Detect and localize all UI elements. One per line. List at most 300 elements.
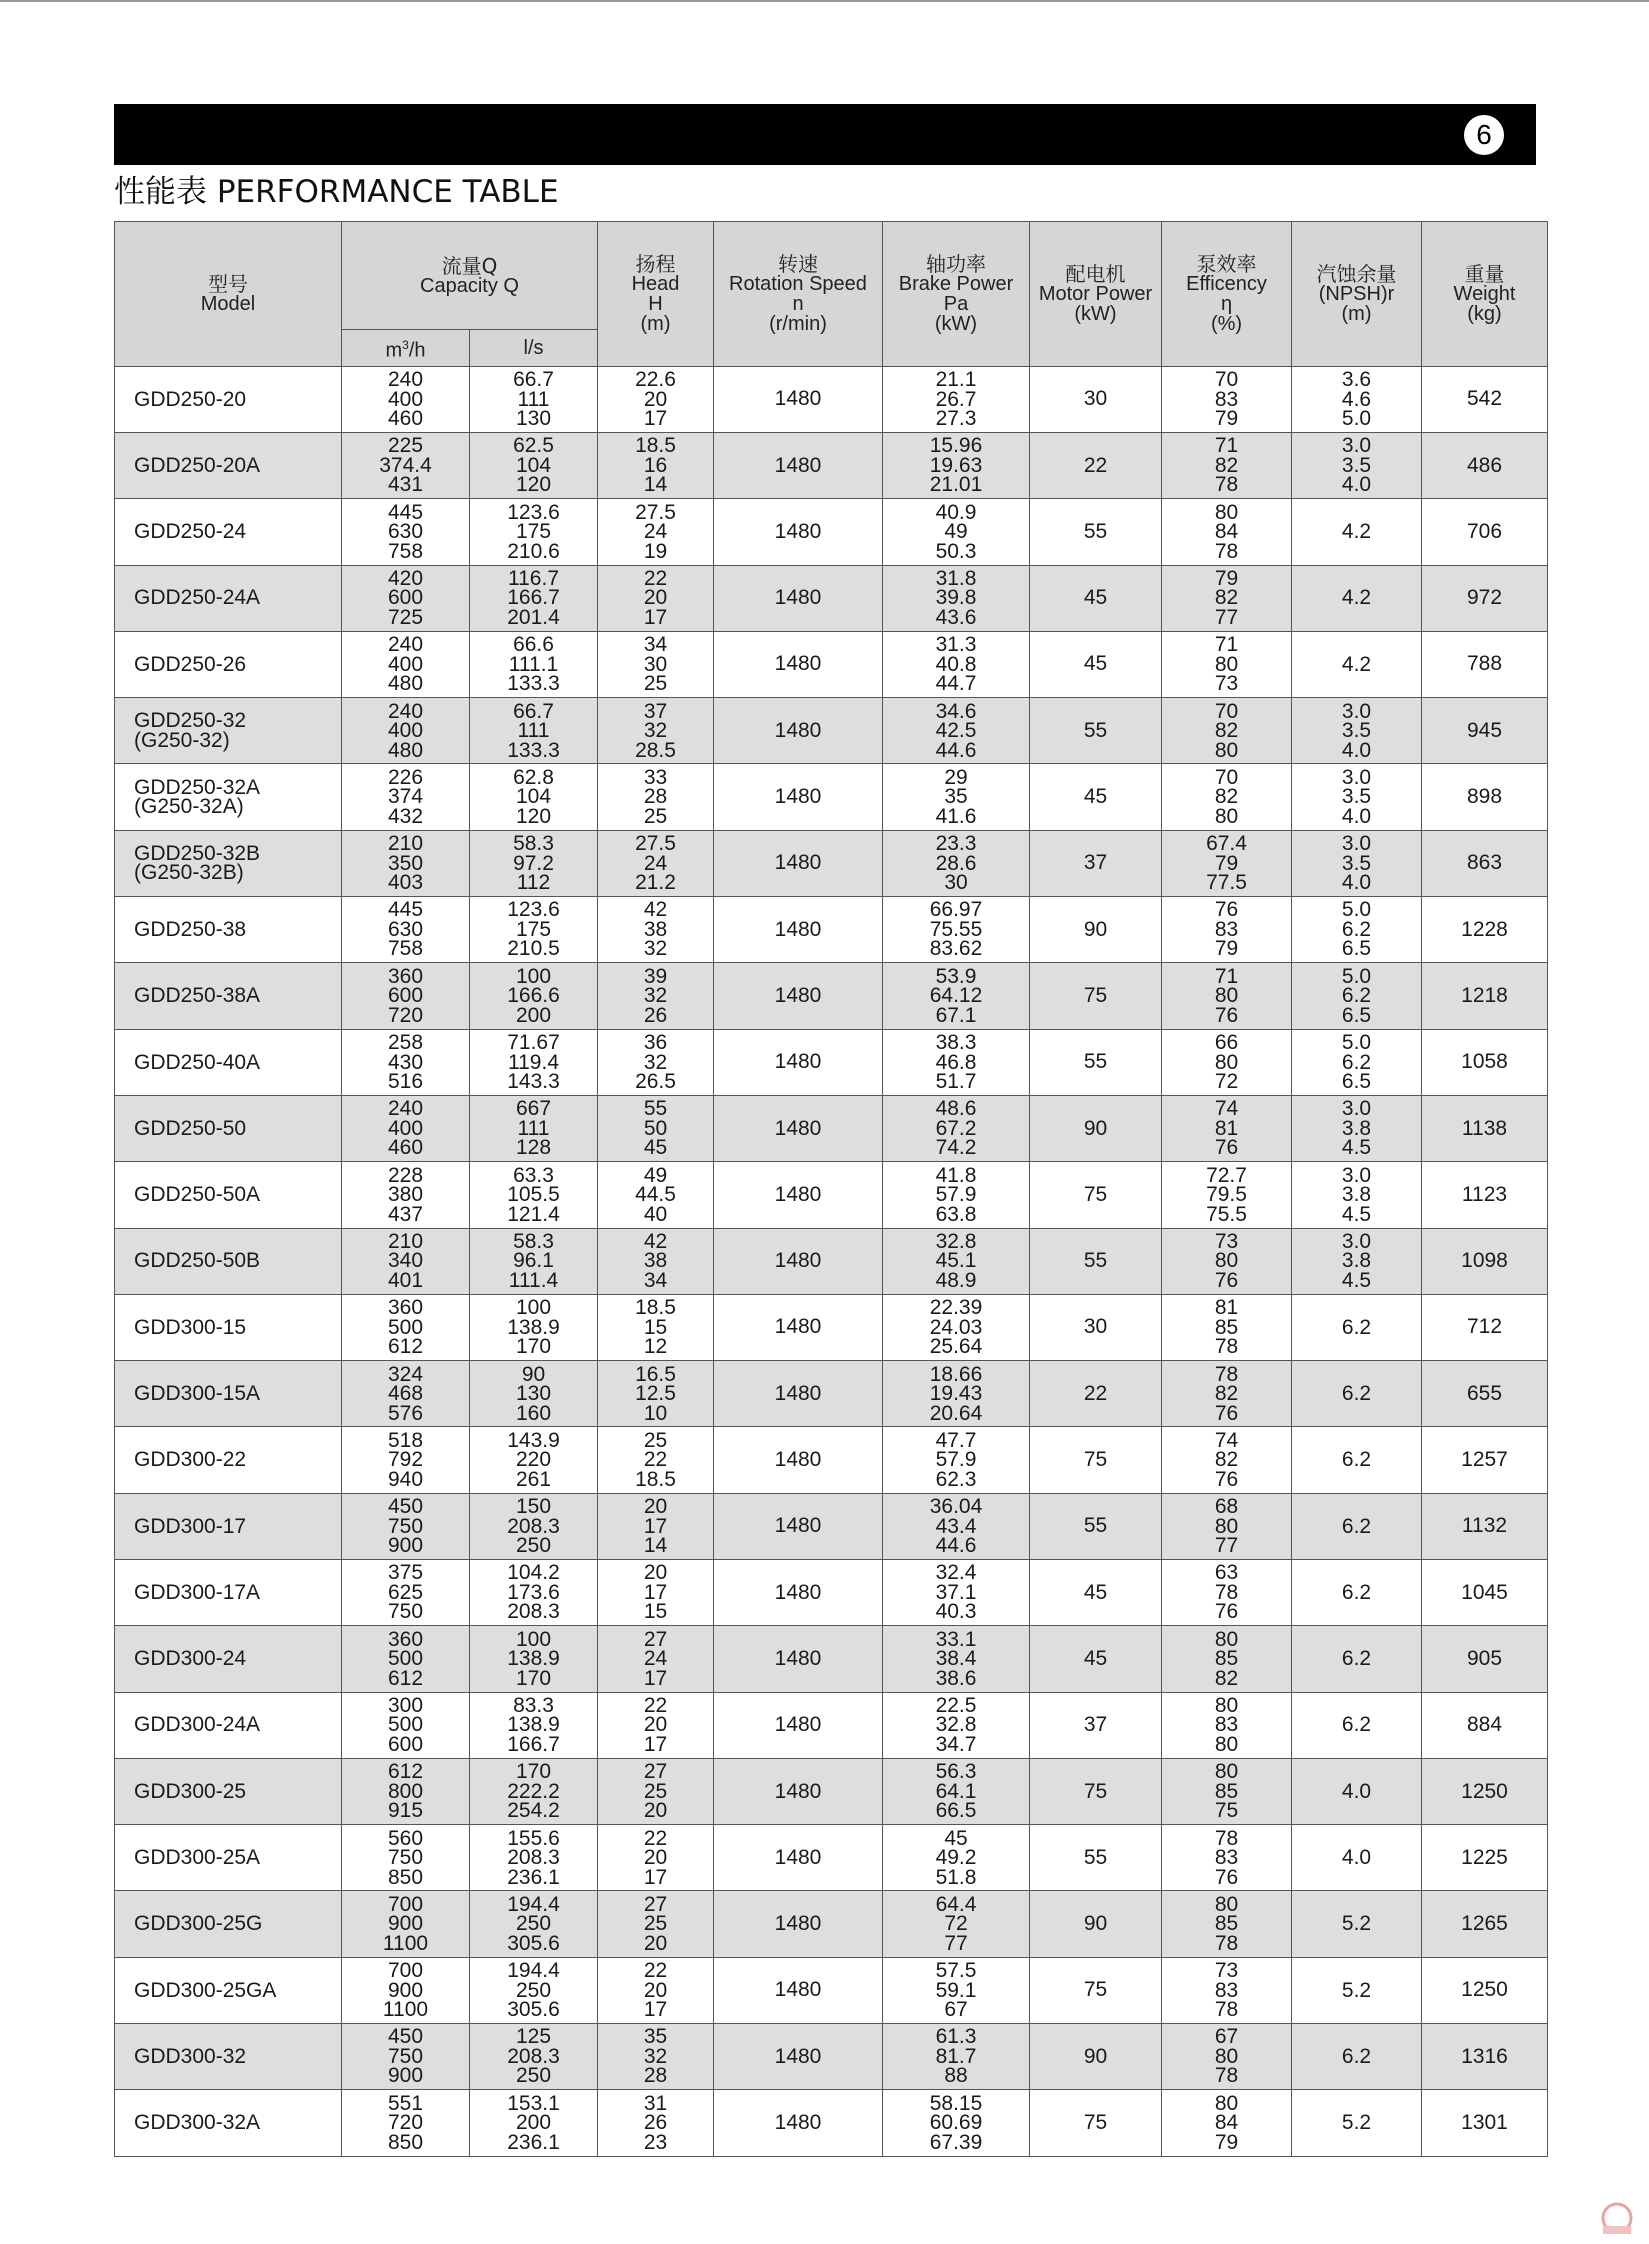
cell-capacity-m3h-value: 228 [387, 1163, 424, 1187]
cell-motor-power: 37 [1030, 830, 1162, 896]
cell-capacity-m3h [342, 698, 470, 764]
cell-capacity-m3h [342, 830, 470, 896]
cell-head-value: 10 [643, 1401, 668, 1425]
cell-efficiency-value: 80 [1214, 1627, 1239, 1651]
cell-capacity-m3h-value: 600 [387, 1732, 424, 1756]
cell-weight: 1138 [1422, 1095, 1548, 1161]
cell-head-value: 17 [643, 1732, 668, 1756]
cell-capacity-m3h-value: 1100 [382, 1998, 429, 2022]
cell-capacity-ls-value: 133.3 [507, 672, 560, 696]
cell-motor-power: 45 [1030, 631, 1162, 697]
cell-npsh-value: 4.5 [1341, 1202, 1372, 1226]
cell-rotation-speed: 1480 [714, 764, 883, 830]
cell-brake-power-value: 64.12 [929, 984, 983, 1008]
cell-capacity-ls [470, 432, 598, 498]
cell-brake-power [883, 1692, 1030, 1758]
cell-motor-power: 30 [1030, 366, 1162, 432]
cell-head [598, 764, 714, 830]
cell-brake-power-value: 42.5 [935, 719, 977, 743]
cell-brake-power-value: 28.6 [935, 851, 977, 875]
cell-capacity-m3h-value: 401 [387, 1268, 424, 1292]
cell-head-value: 25 [643, 1912, 668, 1936]
cell-npsh [1292, 2024, 1422, 2090]
cell-brake-power [883, 830, 1030, 896]
cell-efficiency-value: 77.5 [1206, 871, 1247, 895]
cell-capacity-m3h-value: 612 [387, 1335, 424, 1359]
cell-model-value: GDD250-24A [134, 586, 261, 610]
cell-capacity-ls [470, 499, 598, 565]
cell-brake-power-value: 26.7 [935, 387, 977, 411]
cell-capacity-m3h-value: 560 [387, 1826, 424, 1850]
cell-brake-power-value: 44.6 [935, 738, 977, 762]
cell-capacity-ls [470, 565, 598, 631]
cell-capacity-m3h [342, 1294, 470, 1360]
cell-efficiency-value: 76 [1214, 1467, 1239, 1491]
cell-weight: 863 [1422, 830, 1548, 896]
cell-brake-power-value: 88 [944, 2064, 968, 2088]
cell-efficiency [1162, 432, 1292, 498]
cell-model [115, 1228, 342, 1294]
cell-capacity-m3h [342, 1692, 470, 1758]
cell-head [598, 565, 714, 631]
cell-efficiency-value: 78 [1214, 1998, 1239, 2022]
cell-head-value: 20 [643, 1978, 668, 2002]
cell-capacity-m3h-value: 432 [387, 804, 424, 828]
cell-head-value: 28 [643, 785, 668, 809]
cell-capacity-m3h-value: 324 [387, 1362, 424, 1386]
cell-rotation-speed: 1480 [714, 897, 883, 963]
cell-capacity-ls [470, 366, 598, 432]
section-title: 性能表 PERFORMANCE TABLE [114, 174, 559, 210]
cell-capacity-ls [470, 1493, 598, 1559]
cell-brake-power-value: 50.3 [935, 539, 977, 563]
cell-brake-power-value: 29 [944, 765, 968, 789]
cell-npsh [1292, 1493, 1422, 1559]
cell-npsh-value: 3.5 [1341, 785, 1372, 809]
cell-efficiency-value: 67.4 [1206, 832, 1247, 856]
cell-model-value: GDD300-15 [134, 1315, 247, 1339]
cell-capacity-ls-value: 143.3 [507, 1070, 560, 1094]
cell-brake-power [883, 432, 1030, 498]
cell-motor-power: 55 [1030, 1029, 1162, 1095]
cell-capacity-m3h-value: 350 [387, 851, 424, 875]
cell-capacity-ls-value: 201.4 [507, 605, 560, 629]
cell-head-value: 24 [643, 1647, 668, 1671]
cell-capacity-m3h-value: 612 [387, 1666, 424, 1690]
cell-model [115, 1758, 342, 1824]
cell-efficiency [1162, 1162, 1292, 1228]
cell-motor-power: 90 [1030, 897, 1162, 963]
cell-capacity-m3h-value: 750 [387, 1600, 424, 1624]
cell-efficiency-value: 70 [1214, 368, 1239, 392]
cell-brake-power-value: 20.64 [929, 1401, 983, 1425]
cell-npsh-value: 6.2 [1341, 1050, 1372, 1074]
table-row [115, 963, 1548, 1029]
cell-capacity-m3h-value: 725 [387, 605, 424, 629]
cell-efficiency [1162, 1361, 1292, 1427]
cell-head [598, 1560, 714, 1626]
cell-brake-power-value: 64.4 [935, 1892, 977, 1916]
cell-model-value: GDD300-22 [134, 1448, 247, 1472]
cell-motor-power: 55 [1030, 1493, 1162, 1559]
cell-head-value: 17 [643, 1580, 668, 1604]
cell-efficiency [1162, 565, 1292, 631]
cell-model [115, 1493, 342, 1559]
cell-capacity-ls-value: 250 [515, 2064, 552, 2088]
cell-efficiency-value: 76 [1214, 1865, 1239, 1889]
cell-efficiency-value: 80 [1214, 500, 1239, 524]
cell-efficiency-value: 76 [1214, 1136, 1239, 1160]
cell-brake-power-value: 40.8 [935, 652, 977, 676]
cell-capacity-ls-value: 66.7 [513, 699, 554, 723]
cell-head-value: 30 [643, 652, 668, 676]
cell-head-value: 27.5 [635, 500, 676, 524]
cell-capacity-ls-value: 104.2 [507, 1561, 560, 1585]
cell-capacity-ls [470, 897, 598, 963]
table-row [115, 1692, 1548, 1758]
cell-capacity-ls-value: 62.8 [513, 765, 554, 789]
cell-capacity-m3h-value: 360 [387, 1627, 424, 1651]
cell-brake-power-value: 58.15 [929, 2091, 983, 2115]
cell-brake-power-value: 22.39 [929, 1296, 983, 1320]
cell-head-value: 42 [643, 1229, 668, 1253]
cell-capacity-ls-value: 111.4 [508, 1268, 559, 1292]
cell-motor-power: 45 [1030, 1626, 1162, 1692]
cell-motor-power: 55 [1030, 1228, 1162, 1294]
cell-head [598, 1493, 714, 1559]
cell-motor-power: 55 [1030, 1825, 1162, 1891]
cell-brake-power [883, 1560, 1030, 1626]
cell-efficiency-value: 80 [1214, 1693, 1239, 1717]
cell-brake-power-value: 31.3 [935, 633, 977, 657]
cell-capacity-ls [470, 2090, 598, 2156]
cell-capacity-ls [470, 1029, 598, 1095]
cell-head-value: 12.5 [635, 1382, 676, 1405]
cell-capacity-ls-value: 111.1 [508, 652, 559, 676]
cell-brake-power [883, 2024, 1030, 2090]
cell-model-value: GDD250-20 [134, 387, 247, 411]
cell-npsh [1292, 1957, 1422, 2023]
cell-capacity-m3h-value: 450 [387, 1495, 424, 1519]
cell-head-value: 14 [643, 1534, 668, 1558]
cell-capacity-ls-value: 208.3 [507, 1846, 560, 1870]
cell-capacity-m3h [342, 1228, 470, 1294]
table-row [115, 631, 1548, 697]
table-row [115, 1095, 1548, 1161]
cell-capacity-ls-value: 119.4 [508, 1050, 559, 1074]
cell-capacity-ls-value: 97.2 [513, 851, 554, 875]
cell-brake-power-value: 43.4 [935, 1514, 977, 1538]
cell-efficiency-value: 81 [1214, 1296, 1239, 1320]
cell-head-value: 25 [643, 1779, 668, 1803]
cell-capacity-m3h-value: 400 [387, 652, 424, 676]
cell-head-value: 34 [643, 1268, 668, 1292]
cell-brake-power-value: 53.9 [935, 964, 977, 988]
header-head: 扬程 Head H (m) [598, 222, 714, 367]
cell-head-value: 17 [643, 605, 668, 629]
cell-efficiency-value: 70 [1214, 765, 1239, 789]
cell-model-value: (G250-32B) [134, 861, 244, 885]
cell-efficiency-value: 83 [1214, 1713, 1239, 1737]
cell-capacity-ls-value: 220 [515, 1448, 552, 1472]
cell-efficiency-value: 82 [1214, 586, 1239, 610]
cell-capacity-ls [470, 1957, 598, 2023]
cell-rotation-speed: 1480 [714, 565, 883, 631]
cell-capacity-m3h [342, 631, 470, 697]
cell-capacity-m3h-value: 480 [387, 672, 424, 696]
cell-efficiency [1162, 1825, 1292, 1891]
cell-efficiency-value: 77 [1214, 1534, 1239, 1558]
cell-brake-power-value: 38.6 [935, 1666, 977, 1690]
cell-head-value: 19 [643, 539, 668, 563]
cell-rotation-speed: 1480 [714, 830, 883, 896]
cell-brake-power-value: 19.43 [929, 1382, 983, 1405]
cell-brake-power-value: 32.4 [935, 1561, 977, 1585]
cell-npsh-value: 3.0 [1341, 1097, 1372, 1121]
table-row [115, 2090, 1548, 2156]
cell-efficiency-value: 80 [1214, 1514, 1239, 1538]
cell-weight: 542 [1422, 366, 1548, 432]
cell-head-value: 28.5 [635, 738, 676, 762]
cell-capacity-ls-value: 153.1 [507, 2091, 560, 2115]
cell-efficiency-value: 81 [1214, 1116, 1239, 1140]
cell-capacity-m3h-value: 500 [387, 1713, 424, 1737]
cell-head-value: 15 [643, 1600, 668, 1624]
cell-head-value: 25 [643, 804, 668, 828]
cell-brake-power-value: 35 [944, 785, 968, 809]
cell-brake-power [883, 1095, 1030, 1161]
cell-capacity-ls [470, 1162, 598, 1228]
cell-head [598, 2090, 714, 2156]
cell-model [115, 1891, 342, 1957]
cell-efficiency-value: 73 [1214, 1959, 1239, 1983]
cell-capacity-m3h-value: 360 [387, 964, 424, 988]
cell-capacity-ls-value: 236.1 [507, 2130, 560, 2154]
cell-efficiency-value: 79 [1214, 566, 1239, 590]
cell-efficiency-value: 80 [1214, 652, 1239, 676]
cell-head-value: 25 [643, 1428, 668, 1452]
cell-brake-power-value: 41.6 [935, 804, 977, 828]
cell-capacity-ls-value: 116.7 [508, 566, 559, 590]
cell-npsh [1292, 1427, 1422, 1493]
cell-head-value: 18.5 [635, 1296, 676, 1320]
cell-efficiency-value: 77 [1214, 605, 1239, 629]
header-efficiency: 泵效率 Efficency η (%) [1162, 222, 1292, 367]
cell-npsh-value: 3.0 [1341, 765, 1372, 789]
cell-capacity-m3h-value: 240 [387, 1097, 424, 1121]
cell-head [598, 1029, 714, 1095]
cell-motor-power: 90 [1030, 2024, 1162, 2090]
cell-capacity-ls-value: 66.7 [513, 368, 554, 392]
cell-brake-power-value: 51.8 [935, 1865, 977, 1889]
cell-brake-power-value: 22.5 [935, 1693, 977, 1717]
cell-brake-power-value: 77 [944, 1931, 968, 1955]
cell-capacity-m3h [342, 1758, 470, 1824]
cell-capacity-m3h-value: 940 [387, 1467, 424, 1491]
cell-head-value: 17 [643, 1865, 668, 1889]
cell-motor-power: 55 [1030, 499, 1162, 565]
cell-capacity-ls-value: 208.3 [507, 2044, 560, 2068]
cell-efficiency-value: 83 [1214, 1846, 1239, 1870]
cell-brake-power-value: 30 [944, 871, 968, 895]
cell-capacity-ls-value: 62.5 [513, 434, 554, 458]
cell-motor-power: 37 [1030, 1692, 1162, 1758]
header-bar [114, 104, 1536, 165]
cell-brake-power-value: 64.1 [935, 1779, 977, 1803]
cell-capacity-ls-value: 130 [515, 407, 552, 431]
cell-rotation-speed: 1480 [714, 963, 883, 1029]
cell-efficiency-value: 85 [1214, 1779, 1239, 1803]
cell-capacity-m3h-value: 340 [387, 1249, 424, 1273]
cell-capacity-m3h-value: 720 [387, 1003, 424, 1027]
cell-brake-power-value: 49.2 [935, 1846, 977, 1870]
cell-npsh-value: 6.5 [1341, 937, 1372, 961]
cell-efficiency-value: 80 [1214, 2091, 1239, 2115]
cell-brake-power-value: 48.6 [935, 1097, 977, 1121]
cell-efficiency-value: 76 [1214, 1268, 1239, 1292]
header-capacity-m3h: $m^3/h$ [342, 330, 470, 367]
cell-capacity-ls-value: 128 [515, 1136, 552, 1160]
cell-brake-power [883, 565, 1030, 631]
cell-head-value: 20 [643, 387, 668, 411]
cell-brake-power-value: 32.8 [935, 1229, 977, 1253]
cell-capacity-m3h-value: 374.4 [379, 453, 432, 477]
cell-head-value: 26.5 [635, 1070, 676, 1094]
cell-capacity-ls-value: 66.6 [513, 633, 554, 657]
cell-npsh-value: 4.6 [1341, 387, 1372, 411]
cell-model-value: (G250-32A) [134, 795, 244, 819]
cell-npsh-value: 4.5 [1341, 1136, 1372, 1160]
cell-brake-power-value: 62.3 [935, 1467, 977, 1491]
cell-capacity-m3h [342, 1361, 470, 1427]
cell-capacity-ls [470, 1095, 598, 1161]
cell-capacity-m3h-value: 750 [387, 2044, 424, 2068]
cell-capacity-m3h-value: 630 [387, 520, 424, 544]
cell-efficiency-value: 83 [1214, 1978, 1239, 2002]
cell-npsh [1292, 499, 1422, 565]
cell-capacity-m3h-value: 900 [387, 2064, 424, 2088]
cell-rotation-speed: 1480 [714, 1957, 883, 2023]
cell-brake-power [883, 698, 1030, 764]
cell-capacity-m3h [342, 1560, 470, 1626]
cell-capacity-m3h-value: 850 [387, 1865, 424, 1889]
cell-rotation-speed: 1480 [714, 1029, 883, 1095]
cell-model [115, 499, 342, 565]
cell-head-value: 22 [643, 1448, 668, 1472]
cell-head-value: 38 [643, 917, 668, 941]
cell-head-value: 28 [643, 2064, 668, 2088]
cell-efficiency-value: 80 [1214, 804, 1239, 828]
cell-brake-power-value: 41.8 [935, 1163, 977, 1187]
cell-npsh-value: 6.5 [1341, 1070, 1372, 1094]
cell-npsh [1292, 1825, 1422, 1891]
cell-rotation-speed: 1480 [714, 1361, 883, 1427]
cell-model-value: GDD250-32A [134, 775, 261, 799]
cell-efficiency-value: 80 [1214, 1732, 1239, 1756]
cell-head-value: 17 [643, 1514, 668, 1538]
cell-head-value: 40 [643, 1202, 668, 1226]
cell-capacity-ls-value: 175 [515, 917, 552, 941]
cell-capacity-ls-value: 112 [516, 871, 551, 895]
cell-model [115, 1095, 342, 1161]
table-row [115, 1361, 1548, 1427]
cell-head-value: 25 [643, 672, 668, 696]
cell-capacity-m3h [342, 366, 470, 432]
cell-efficiency-value: 79 [1214, 2130, 1239, 2154]
cell-model [115, 1294, 342, 1360]
cell-efficiency-value: 80 [1214, 2044, 1239, 2068]
cell-model-value: GDD250-20A [134, 453, 261, 477]
cell-efficiency-value: 74 [1214, 1097, 1239, 1121]
cell-rotation-speed: 1480 [714, 1162, 883, 1228]
cell-capacity-ls-value: 166.6 [507, 984, 560, 1008]
cell-weight: 1225 [1422, 1825, 1548, 1891]
cell-npsh-value: 5.2 [1341, 1912, 1372, 1936]
cell-capacity-ls [470, 1626, 598, 1692]
cell-head-value: 49 [643, 1163, 668, 1187]
cell-npsh-value: 6.2 [1341, 1315, 1372, 1339]
cell-capacity-m3h [342, 432, 470, 498]
cell-brake-power-value: 19.63 [929, 453, 983, 477]
table-row [115, 2024, 1548, 2090]
cell-efficiency-value: 82 [1214, 785, 1239, 809]
cell-motor-power: 75 [1030, 1758, 1162, 1824]
cell-capacity-m3h [342, 897, 470, 963]
cell-npsh [1292, 631, 1422, 697]
cell-rotation-speed: 1480 [714, 1891, 883, 1957]
cell-model [115, 764, 342, 830]
cell-efficiency [1162, 2090, 1292, 2156]
cell-capacity-ls [470, 1560, 598, 1626]
cell-head-value: 15 [643, 1315, 668, 1339]
cell-efficiency [1162, 1427, 1292, 1493]
cell-head [598, 830, 714, 896]
cell-motor-power: 22 [1030, 1361, 1162, 1427]
cell-rotation-speed: 1480 [714, 2024, 883, 2090]
table-row [115, 366, 1548, 432]
cell-head-value: 44.5 [635, 1183, 676, 1207]
cell-weight: 945 [1422, 698, 1548, 764]
cell-efficiency-value: 78 [1214, 1580, 1239, 1604]
cell-head-value: 14 [643, 473, 668, 497]
cell-brake-power [883, 1957, 1030, 2023]
cell-capacity-m3h-value: 900 [387, 1978, 424, 2002]
cell-npsh-value: 3.0 [1341, 1163, 1372, 1187]
cell-model-value: GDD300-15A [134, 1382, 261, 1405]
cell-motor-power: 45 [1030, 764, 1162, 830]
cell-efficiency [1162, 830, 1292, 896]
cell-rotation-speed: 1480 [714, 1095, 883, 1161]
cell-capacity-m3h-value: 630 [387, 917, 424, 941]
cell-model [115, 1560, 342, 1626]
cell-capacity-ls-value: 155.6 [507, 1826, 560, 1850]
cell-head [598, 698, 714, 764]
cell-npsh-value: 5.0 [1341, 964, 1372, 988]
cell-head [598, 631, 714, 697]
cell-brake-power-value: 46.8 [935, 1050, 977, 1074]
cell-brake-power-value: 63.8 [935, 1202, 977, 1226]
cell-capacity-ls-value: 90 [521, 1362, 546, 1386]
cell-capacity-ls-value: 175 [515, 520, 552, 544]
cell-efficiency-value: 74 [1214, 1428, 1239, 1452]
cell-rotation-speed: 1480 [714, 499, 883, 565]
cell-efficiency-value: 82 [1214, 719, 1239, 743]
cell-brake-power [883, 1758, 1030, 1824]
cell-npsh-value: 4.0 [1341, 473, 1372, 497]
cell-capacity-m3h-value: 700 [387, 1959, 424, 1983]
cell-efficiency-value: 75 [1214, 1799, 1239, 1823]
cell-capacity-ls-value: 667 [515, 1097, 552, 1121]
